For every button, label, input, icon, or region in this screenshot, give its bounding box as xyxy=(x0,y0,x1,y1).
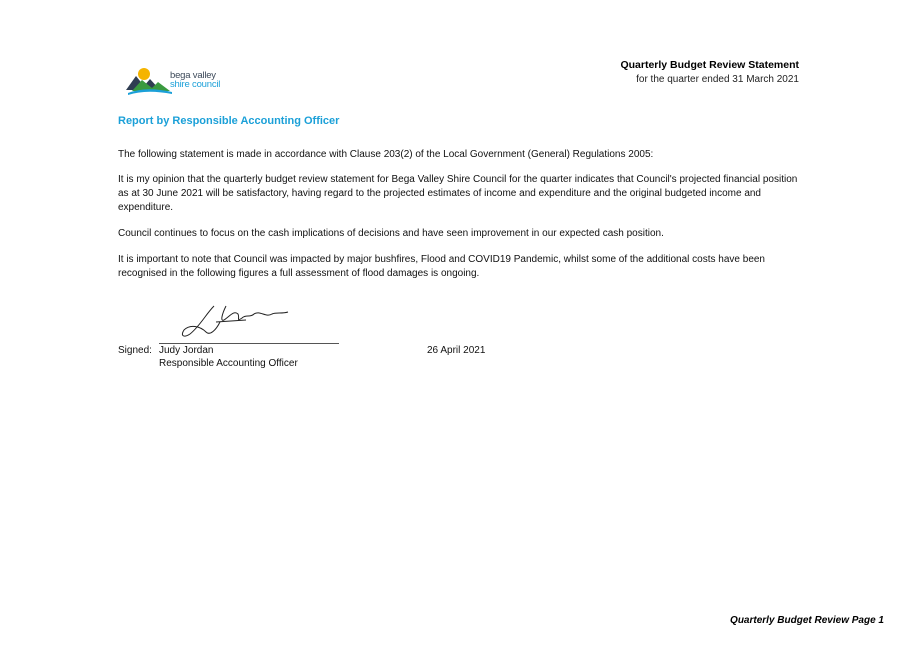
logo-emblem-icon xyxy=(126,64,174,96)
signer-role: Responsible Accounting Officer xyxy=(159,358,298,369)
statement-paragraph-2: It is my opinion that the quarterly budget review statement for Bega Valley Shire Council for the quarter indicates that Council's projected financial position as at 30 June 2021 will be satisfactory, having regard to the projected estimates of income and expenditure and the original budgeted income and expenditure. xyxy=(118,174,798,213)
statement-paragraph-1: The following statement is made in accordance with Clause 203(2) of the Local Government (General) Regulations 2005: xyxy=(118,149,654,160)
page-header-subtitle: for the quarter ended 31 March 2021 xyxy=(636,74,799,85)
signer-name: Judy Jordan xyxy=(159,345,214,356)
statement-paragraph-4: It is important to note that Council was impacted by major bushfires, Flood and COVID19 Pandemic, whilst some of the additional costs have been recognised in the following figures a full assessment of flood damages is ongoing. xyxy=(118,254,765,279)
page-header-title: Quarterly Budget Review Statement xyxy=(620,59,799,71)
page-footer: Quarterly Budget Review Page 1 xyxy=(730,615,884,626)
handwritten-signature xyxy=(176,300,296,344)
logo-text-line2: shire council xyxy=(170,79,221,90)
report-heading: Report by Responsible Accounting Officer xyxy=(118,115,340,127)
logo-text-line1: bega valley xyxy=(170,70,216,81)
statement-paragraph-3: Council continues to focus on the cash implications of decisions and have seen improvement in our expected cash position. xyxy=(118,228,664,239)
signature-line xyxy=(159,343,339,344)
signed-label: Signed: xyxy=(118,345,152,356)
council-logo xyxy=(126,64,246,100)
signature-date: 26 April 2021 xyxy=(427,345,486,356)
